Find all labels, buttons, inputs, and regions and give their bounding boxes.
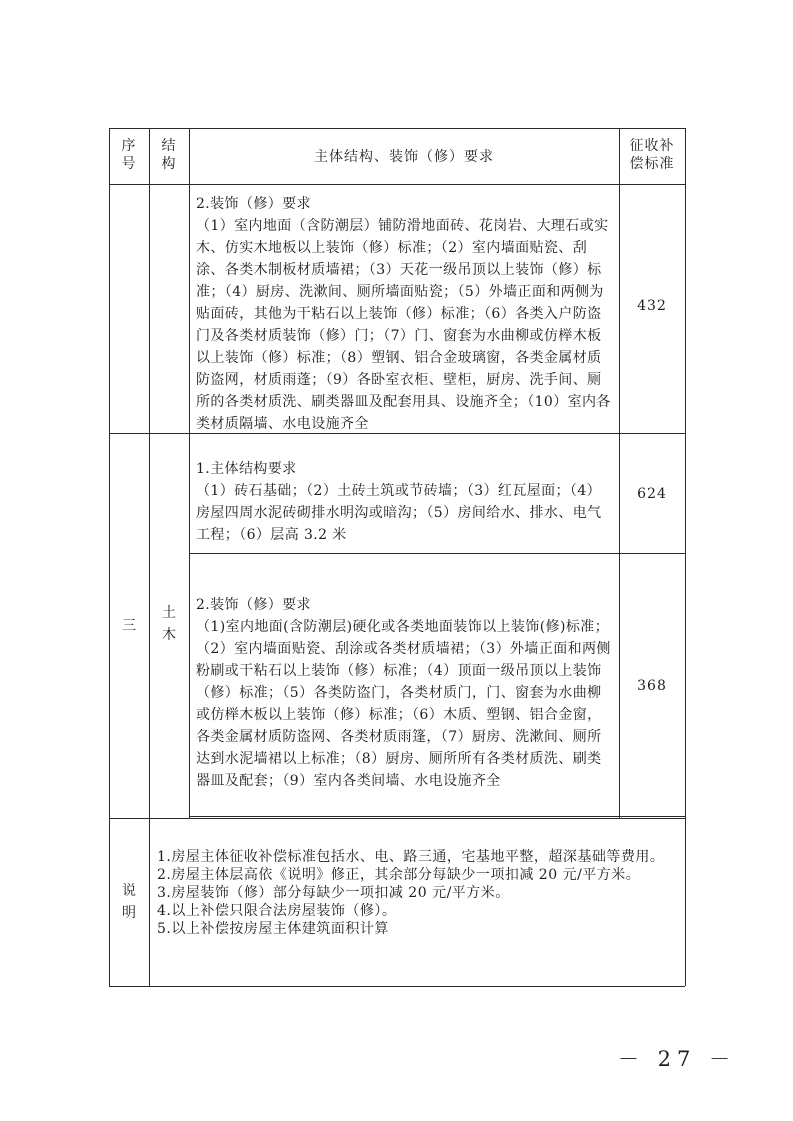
notes-col-divider — [149, 818, 150, 986]
row2-title: 1.主体结构要求 — [196, 461, 297, 477]
row1-requirements-cell — [196, 193, 614, 435]
table-border-left — [109, 128, 110, 986]
row1-body: （1）室内地面（含防潮层）铺防滑地面砖、花岗岩、大理石或实木、仿实木地板以上装饰（修）标准；（2）室内墙面贴瓷、刮涂、各类木制板材质墙裙；（3）天花一级吊顶以上装饰（修）标准；（4）厨房、洗漱间、厕所墙面贴瓷；（5）外墙正面和两侧为贴面砖，其他为干粘石以上装饰（修）标准；（6）各类入户防盗门及各类材质装饰（修）门；（7）门、窗套为水曲柳或仿榉木板以上装饰（修）标准；（8）塑钢、铝合金玻璃窗，各类金属材质防盗网，材质雨蓬；（9）各卧室衣柜、壁柜，厨房、洗手间、厕所的各类材质洗、刷类器皿及配套用具、设施齐全；（10）室内各类材质隔墙、水电设施齐全 — [196, 218, 611, 432]
table-border-bottom — [109, 986, 685, 987]
note-item: 2.房屋主体层高依《说明》修正，其余部分每缺少一项扣减 20 元/平方米。 — [157, 867, 641, 883]
row2-requirements-cell — [196, 458, 614, 546]
col-divider-2 — [189, 128, 190, 818]
row3-requirements-cell — [196, 594, 614, 792]
note-item: 3.房屋装饰（修）部分每缺少一项扣减 20 元/平方米。 — [157, 885, 510, 901]
table-border-top — [109, 128, 685, 129]
page-number: － 27 － — [618, 1047, 737, 1071]
row1-standard: 432 — [637, 298, 667, 314]
structure-type: 土木 — [162, 605, 176, 643]
header-seq: 序号 — [121, 138, 137, 172]
note-item: 4.以上补偿只限合法房屋装饰（修）。 — [157, 903, 397, 919]
row3-title: 2.装饰（修）要求 — [196, 597, 311, 613]
note-item: 5.以上补偿按房屋主体建筑面积计算 — [157, 921, 389, 937]
notes-label: 说明 — [122, 883, 136, 921]
row3-standard: 368 — [637, 678, 667, 694]
col-divider-3 — [619, 128, 620, 818]
row3-body: （1)室内地面(含防潮层)硬化或各类地面装饰以上装饰(修)标准；（2）室内墙面贴瓷、刮涂或各类材质墙裙；（3）外墙正面和两侧粉刷或干粘石以上装饰（修）标准；（4）顶面一级吊顶以上装饰（修）标准；（5）各类防盗门，各类材质门，门、窗套为水曲柳或仿榉木板以上装饰（修）标准；（6）木质、塑钢、铝合金窗，各类金属材质防盗网、各类材质雨篷，（7）厨房、洗漱间、厕所达到水泥墙裙以上标准；（8）厨房、厕所所有各类材质洗、刷类器皿及配套；（9）室内各类间墙、水电设施齐全 — [196, 619, 611, 789]
header-divider — [109, 184, 685, 185]
header-standard: 征收补偿标准 — [629, 138, 675, 172]
header-structure: 结构 — [161, 138, 177, 172]
row-divider-2 — [189, 553, 685, 554]
row2-body: （1）砖石基础；（2）土砖土筑或节砖墙；（3）红瓦屋面；（4）房屋四周水泥砖砌排水明沟或暗沟；（5）房间给水、排水、电气工程；（6）层高 3.2 米 — [196, 483, 602, 543]
notes-list — [157, 848, 679, 938]
table-border-right — [685, 128, 686, 986]
col-divider-1 — [149, 128, 150, 818]
note-item: 1.房屋主体征收补偿标准包括水、电、路三通，宅基地平整，超深基础等费用。 — [157, 849, 665, 865]
section-number: 三 — [122, 618, 136, 634]
header-requirements: 主体结构、装饰（修）要求 — [314, 149, 494, 165]
row1-title: 2.装饰（修）要求 — [196, 196, 311, 212]
notes-divider — [109, 818, 685, 819]
row-divider-3 — [189, 816, 685, 817]
row2-standard: 624 — [637, 486, 667, 502]
